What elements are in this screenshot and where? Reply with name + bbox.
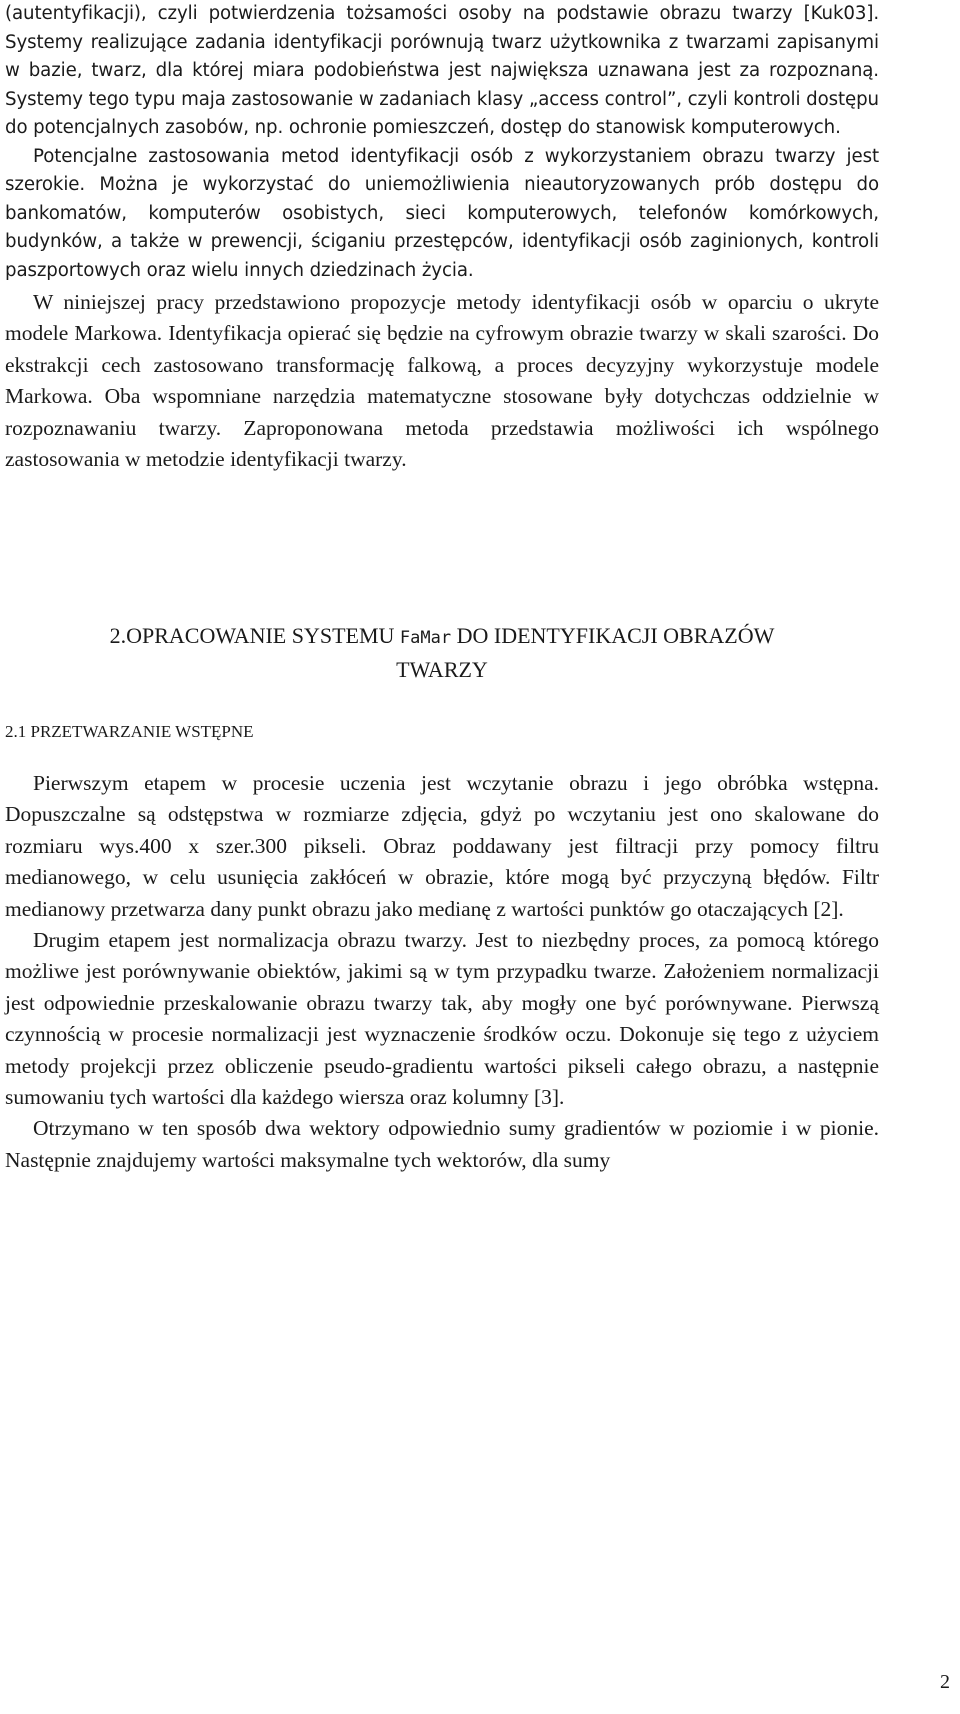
proposal-paragraph: [5, 287, 879, 475]
page-number: 2: [940, 1671, 950, 1693]
system-name: FaMar: [399, 628, 452, 648]
proposal-sentence-rest: Identyfikacja opierać się będzie na cyfrowym obrazie twarzy w skali szarości. Do ekstrakcji cech zastosowano transformację falkową, a proces decyzyjny wykorzystuje modele Markowa. Oba wspomniane narzędzia matematyczne stosowane były dotychczas oddzielnie w rozpoznawaniu twarzy. Zaproponowana metoda przedstawia możliwości ich wspólnego zastosowania w metodzie identyfikacji twarzy.: [5, 321, 880, 472]
preprocessing-section: [5, 768, 879, 1176]
intro-paragraph-1: (autentyfikacji), czyli potwierdzenia tożsamości osoby na podstawie obrazu twarzy [Kuk03]. Systemy realizujące zadania identyfikacji porównują twarz użytkownika z twarzami zapisanymi w bazie, twarz, dla której miara podobieństwa jest największa uznawana jest za rozpoznaną. Systemy tego typu maja zastosowanie w zadaniach klasy „access control”, czyli kontroli dostępu do potencjalnych zasobów, np. ochronie pomieszczeń, dostęp do stanowisk komputerowych.: [5, 3, 879, 138]
intro-section: [5, 0, 879, 475]
section-heading-line-1: 2.OPRACOWANIE SYSTEMU FaMar DO IDENTYFIKACJI OBRAZÓW: [109, 623, 775, 648]
section-heading: [5, 620, 879, 686]
body-paragraph-2: Drugim etapem jest normalizacja obrazu twarzy. Jest to niezbędny proces, za pomocą którego możliwe jest porównywanie obiektów, jakimi są w tym przypadku twarze. Założeniem normalizacji jest odpowiednie przeskalowanie obrazu twarzy tak, aby mogły one być porównywane. Pierwszą czynnością w procesie normalizacji jest wyznaczenie środków oczu. Dokonuje się tego z użyciem metody projekcji przez obliczenie pseudo-gradientu wartości pikseli całego obrazu, a następnie sumowaniu tych wartości dla każdego wiersza oraz kolumny [3].: [5, 928, 879, 1110]
subsection-heading: 2.1 PRZETWARZANIE WSTĘPNE: [5, 722, 254, 741]
body-paragraph-3: Otrzymano w ten sposób dwa wektory odpowiednio sumy gradientów w poziomie i w pionie. Następnie znajdujemy wartości maksymalne tych wektorów, dla sumy: [5, 1116, 879, 1172]
intro-paragraph-2: Potencjalne zastosowania metod identyfikacji osób z wykorzystaniem obrazu twarzy jest szerokie. Można je wykorzystać do uniemożliwienia nieautoryzowanych prób dostępu do bankomatów, komputerów osobistych, sieci komputerowych, telefonów komórkowych, budynków, a także w prewencji, ściganiu przestępców, identyfikacji osób zaginionych, kontroli paszportowych oraz wielu innych dziedzinach życia.: [5, 145, 879, 281]
proposal-sentence-1: W niniejszej pracy przedstawiono propozycje metody identyfikacji osób w oparciu o ukryte modele Markowa.: [5, 290, 879, 346]
body-paragraph-1: Pierwszym etapem w procesie uczenia jest wczytanie obrazu i jego obróbka wstępna. Dopuszczalne są odstępstwa w rozmiarze zdjęcia, gdyż po wczytaniu jest ono skalowane do rozmiaru wys.400 x szer.300 pikseli. Obraz poddawany jest filtracji przy pomocy filtru medianowego, w celu usunięcia zakłóceń w obrazie, które mogą być przyczyną błędów. Filtr medianowy przetwarza dany punkt obrazu jako medianę z wartości punktów go otaczających [2].: [5, 771, 879, 921]
section-heading-line-2: TWARZY: [396, 657, 488, 682]
